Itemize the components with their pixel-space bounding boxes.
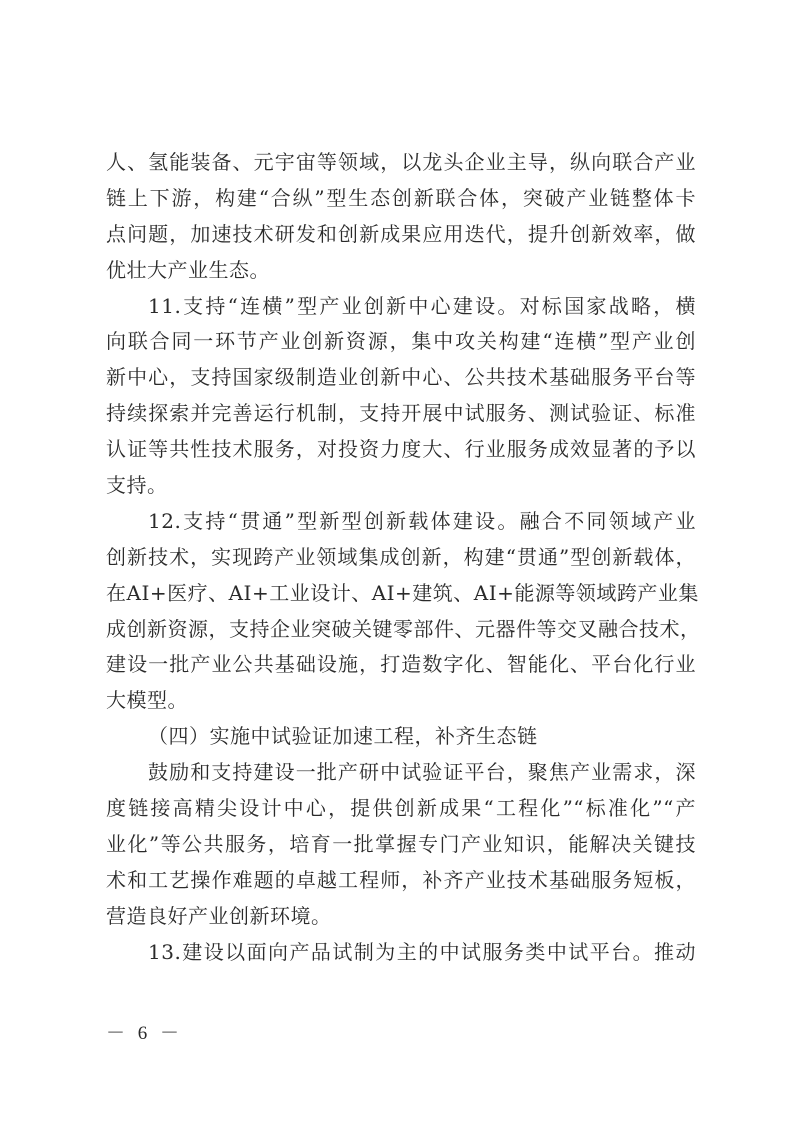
text-line: 优壮大产业生态。 [106, 257, 270, 282]
text-line: 12.支持“贯通”型新型创新载体建设。融合不同领域产业 [148, 508, 696, 533]
text-line: 大模型。 [106, 688, 188, 713]
text-line: 成创新资源，支持企业突破关键零部件、元器件等交叉融合技术， [106, 616, 701, 641]
text-line: 营造良好产业创新环境。 [106, 903, 332, 928]
text-line: 点问题，加速技术研发和创新成果应用迭代，提升创新效率，做 [106, 221, 696, 246]
paragraph-item-13 [106, 935, 696, 971]
text-line: 度链接高精尖设计中心，提供创新成果“工程化”“标准化”“产 [106, 796, 696, 821]
text-line: 向联合同一环节产业创新资源，集中攻关构建“连横”型产业创 [106, 329, 696, 354]
paragraph-continuation [106, 145, 696, 289]
text-line: 认证等共性技术服务，对投资力度大、行业服务成效显著的予以 [106, 437, 696, 462]
document-body [106, 145, 701, 970]
paragraph-item-12 [106, 504, 701, 719]
text-line: 11.支持“连横”型产业创新中心建设。对标国家战略，横 [148, 293, 696, 318]
text-line: 鼓励和支持建设一批产研中试验证平台，聚焦产业需求，深 [148, 760, 696, 785]
page-number: － 6 － [106, 1023, 184, 1044]
section-heading [106, 719, 696, 755]
paragraph-section-intro [106, 755, 696, 934]
text-line: 创新技术，实现跨产业领域集成创新，构建“贯通”型创新载体， [106, 544, 696, 569]
text-line: 13.建设以面向产品试制为主的中试服务类中试平台。推动 [148, 939, 696, 964]
paragraph-item-11 [106, 289, 696, 504]
text-line: 支持。 [106, 473, 168, 498]
section-heading-text: （四）实施中试验证加速工程，补齐生态链 [148, 724, 538, 749]
text-line: 建设一批产业公共基础设施，打造数字化、智能化、平台化行业 [106, 652, 696, 677]
text-line: 人、氢能装备、元宇宙等领域，以龙头企业主导，纵向联合产业 [106, 150, 696, 174]
text-line: 新中心，支持国家级制造业创新中心、公共技术基础服务平台等 [106, 365, 696, 390]
text-line: 在AI+医疗、AI+工业设计、AI+建筑、AI+能源等领域跨产业集 [106, 580, 699, 605]
text-line: 术和工艺操作难题的卓越工程师，补齐产业技术基础服务短板， [106, 867, 696, 892]
text-line: 持续探索并完善运行机制，支持开展中试服务、测试验证、标准 [106, 401, 696, 426]
text-line: 链上下游，构建“合纵”型生态创新联合体，突破产业链整体卡 [106, 185, 696, 210]
text-line: 业化”等公共服务，培育一批掌握专门产业知识，能解决关键技 [106, 831, 696, 856]
